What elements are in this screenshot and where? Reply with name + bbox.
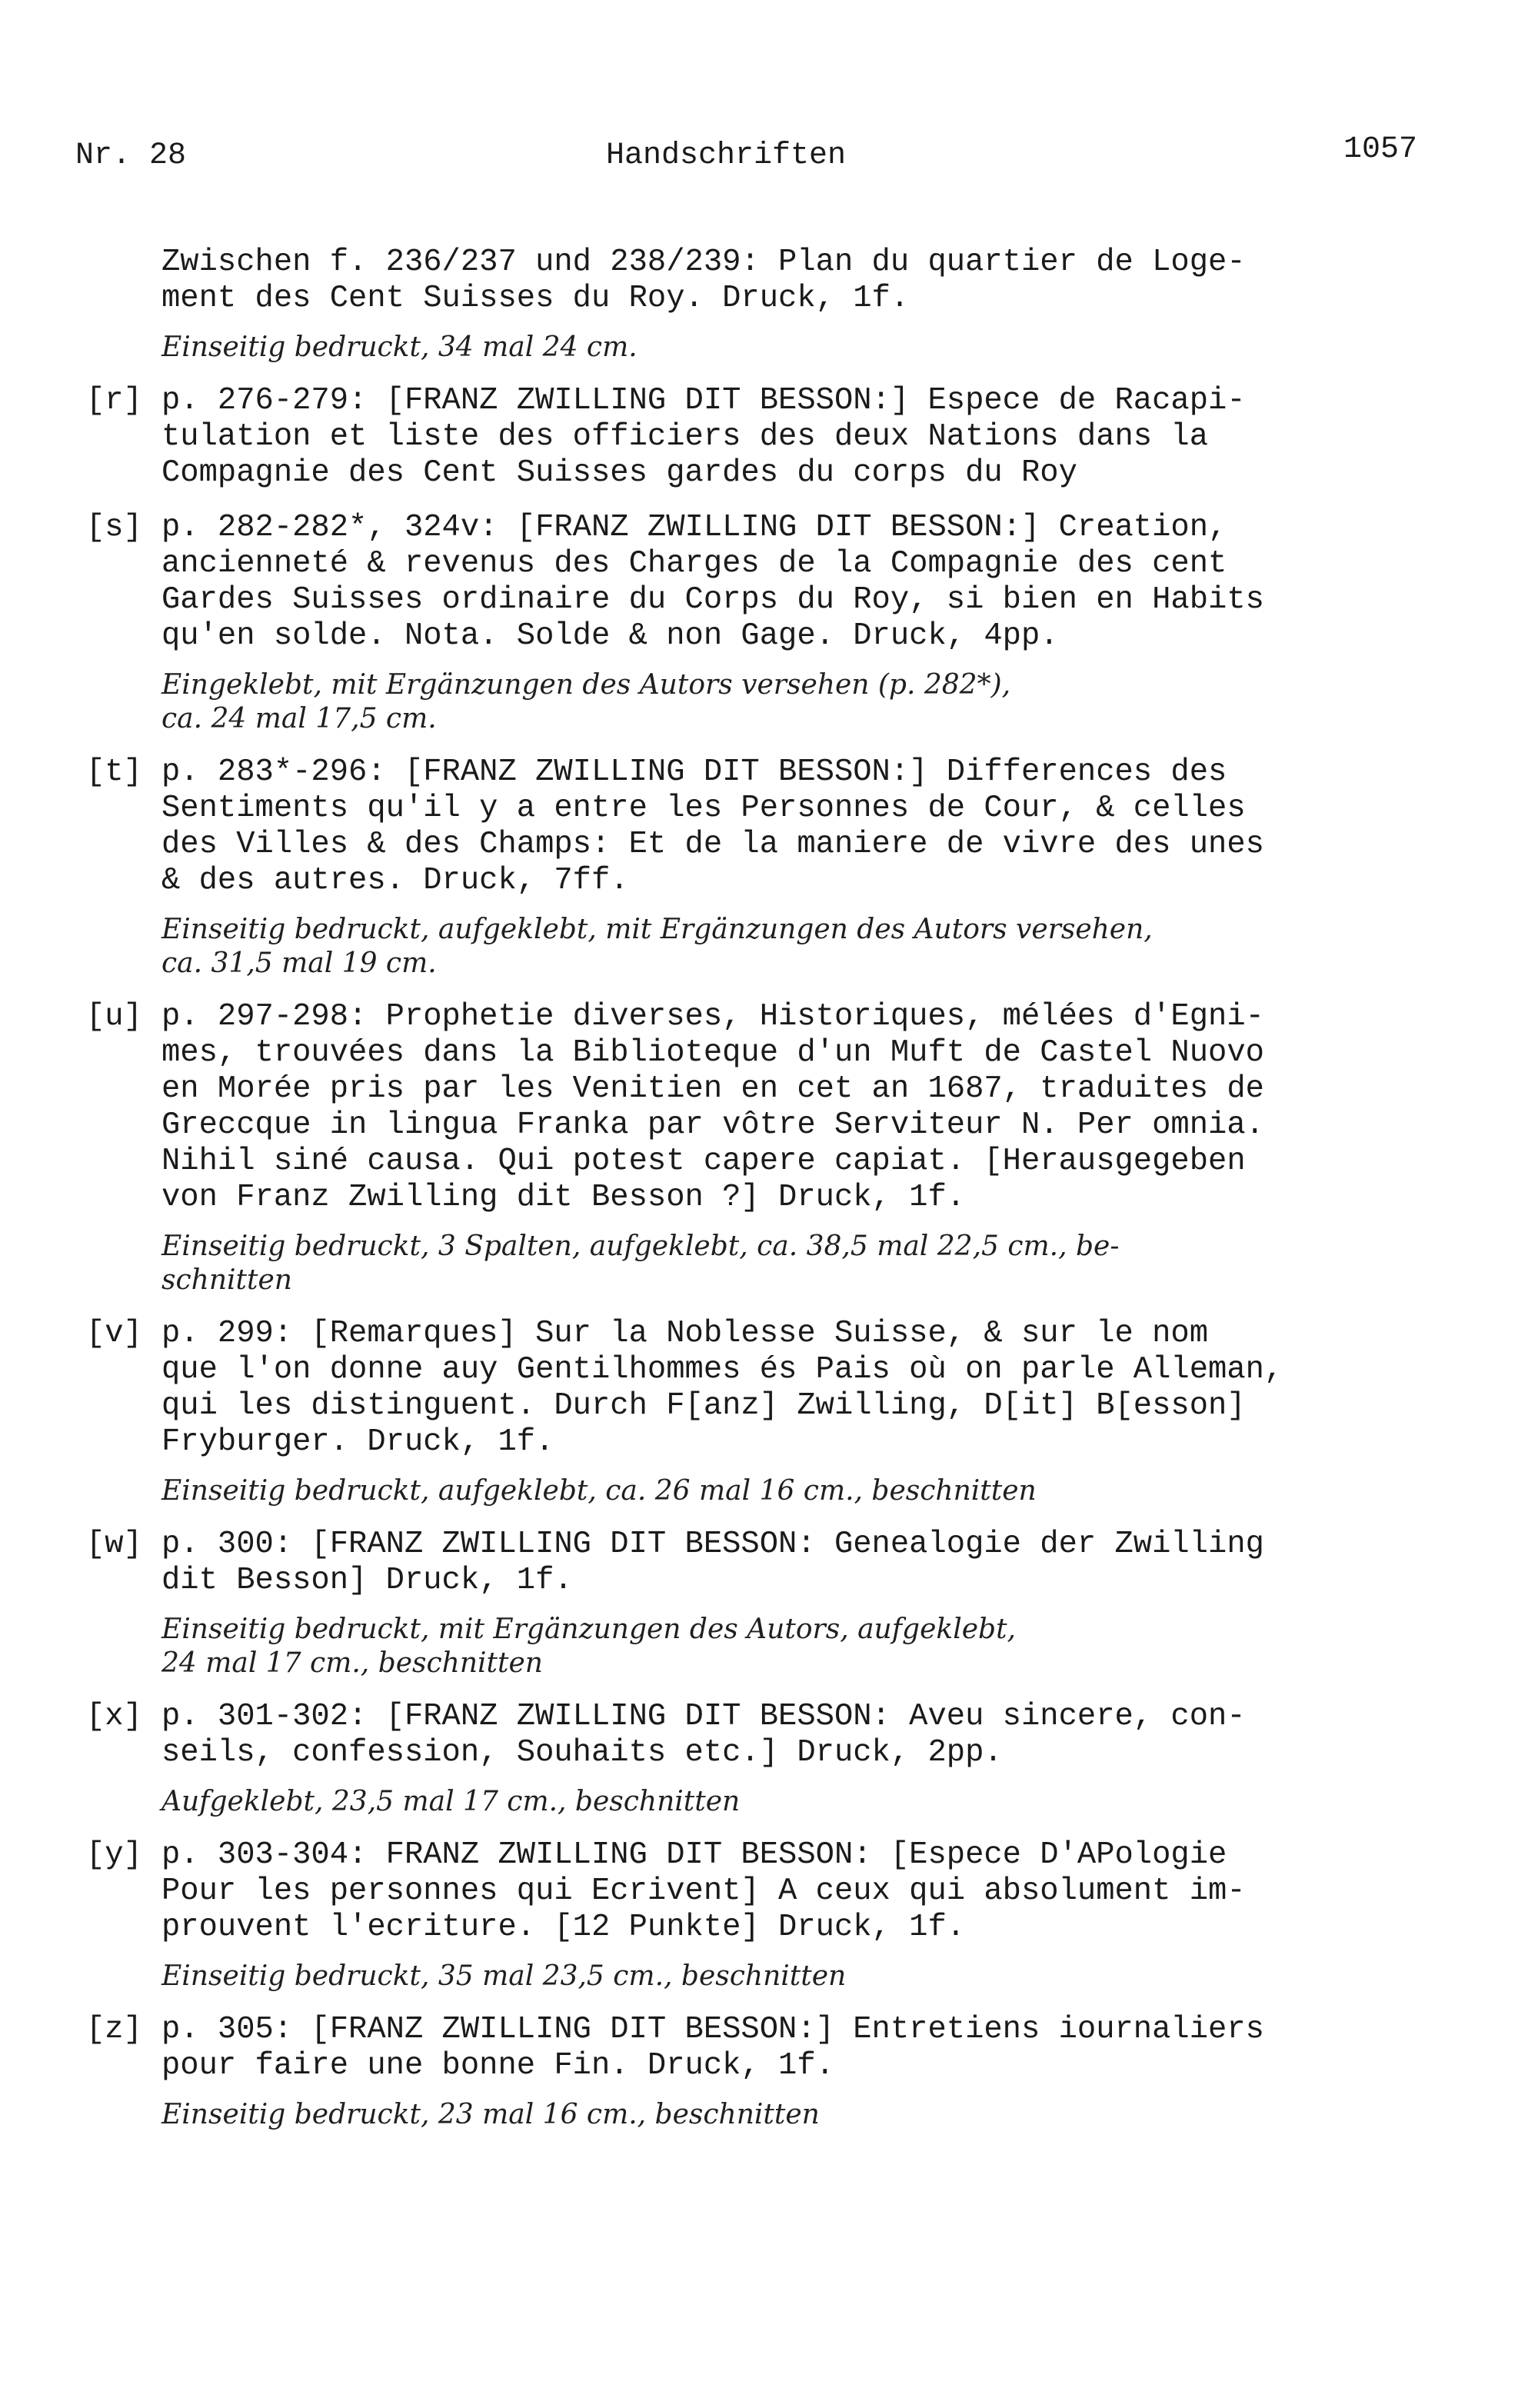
entry-text: p. 299: [Remarques] Sur la Noblesse Suisse, & sur le nom que l'on donne auy Gentilhommes és Pais où on parle Alleman, qui les distinguent. Durch F[anz] Zwilling, D[it] B[esson] Fryburger. Druck, 1f.	[161, 1316, 1283, 1460]
entry-note: Einseitig bedruckt, 3 Spalten, aufgeklebt, ca. 38,5 mal 22,5 cm., be- schnitten	[161, 1231, 1120, 1296]
catalog-entry	[86, 510, 1424, 736]
entry-text: p. 305: [FRANZ ZWILLING DIT BESSON:] Entretiens iournaliers pour faire une bonne Fin. Druck, 1f.	[161, 2012, 1264, 2083]
entry-text: p. 303-304: FRANZ ZWILLING DIT BESSON: [Espece D'APologie Pour les personnes qui Ecrivent] A ceux qui absolument im- prouvent l'ecriture. [12 Punkte] Druck, 1f.	[161, 1837, 1246, 1945]
entry-label: [x]	[86, 1699, 142, 1734]
entry-text: p. 300: [FRANZ ZWILLING DIT BESSON: Genealogie der Zwilling dit Besson] Druck, 1f.	[161, 1527, 1264, 1598]
catalog-entry	[86, 1837, 1424, 1993]
entry-note: Einseitig bedruckt, 35 mal 23,5 cm., beschnitten	[161, 1960, 847, 1992]
catalog-entry	[86, 383, 1424, 491]
entry-text: p. 282-282*, 324v: [FRANZ ZWILLING DIT BESSON:] Creation, ancienneté & revenus des Charges de la Compagnie des cent Gardes Suisses ordinaire du Corps du Roy, si bien en Habits qu'en solde. Nota. Solde & non Gage. Druck, 4pp.	[161, 510, 1264, 654]
entry-note: Einseitig bedruckt, 23 mal 16 cm., beschnitten	[161, 2099, 820, 2130]
entry-label: [u]	[86, 999, 142, 1034]
entry-note: Aufgeklebt, 23,5 mal 17 cm., beschnitten	[161, 1786, 741, 1817]
entry-note: Eingeklebt, mit Ergänzungen des Autors versehen (p. 282*), ca. 24 mal 17,5 cm.	[161, 669, 1011, 734]
catalog-entry	[86, 1527, 1424, 1680]
intro-entry	[86, 245, 1424, 365]
entry-note: Einseitig bedruckt, aufgeklebt, ca. 26 mal 16 cm., beschnitten	[161, 1475, 1037, 1507]
entry-label: [y]	[86, 1837, 142, 1873]
catalog-entry	[86, 999, 1424, 1297]
header-title: Handschriften	[606, 138, 847, 173]
entry-label: [w]	[86, 1527, 142, 1562]
catalog-entry	[86, 2012, 1424, 2132]
entry-label: [s]	[86, 510, 142, 545]
catalog-entry	[86, 1316, 1424, 1508]
page-number: 1057	[1343, 132, 1417, 167]
entry-label: [z]	[86, 2012, 142, 2047]
catalog-content	[86, 245, 1424, 2150]
catalog-entry	[86, 754, 1424, 981]
page-header	[75, 132, 1417, 175]
entry-text: p. 301-302: [FRANZ ZWILLING DIT BESSON: Aveu sincere, con- seils, confession, Souhaits etc.] Druck, 2pp.	[161, 1699, 1246, 1770]
entry-text: Zwischen f. 236/237 und 238/239: Plan du quartier de Loge- ment des Cent Suisses du Roy. Druck, 1f.	[161, 245, 1246, 316]
entry-text: p. 297-298: Prophetie diverses, Historiques, mélées d'Egni- mes, trouvées dans la Biblioteque d'un Muft de Castel Nuovo en Morée pris par les Venitien en cet an 1687, traduites de Greccque in lingua Franka par vôtre Serviteur N. Per omnia. Nihil siné causa. Qui potest capere capiat. [Herausgegeben von Franz Zwilling dit Besson ?] Druck, 1f.	[161, 999, 1264, 1215]
entry-note: Einseitig bedruckt, 34 mal 24 cm.	[161, 331, 638, 363]
entry-text: p. 276-279: [FRANZ ZWILLING DIT BESSON:] Espece de Racapi- tulation et liste des officiers des deux Nations dans la Compagnie des Cent Suisses gardes du corps du Roy	[161, 383, 1246, 491]
entry-text: p. 283*-296: [FRANZ ZWILLING DIT BESSON:] Differences des Sentiments qu'il y a entre les Personnes de Cour, & celles des Villes & des Champs: Et de la maniere de vivre des unes & des autres. Druck, 7ff.	[161, 754, 1264, 898]
entry-label: [t]	[86, 754, 142, 790]
catalog-entry	[86, 1699, 1424, 1819]
entry-note: Einseitig bedruckt, aufgeklebt, mit Ergänzungen des Autors versehen, ca. 31,5 mal 19 cm.	[161, 914, 1153, 979]
entry-note: Einseitig bedruckt, mit Ergänzungen des Autors, aufgeklebt, 24 mal 17 cm., beschnitten	[161, 1614, 1016, 1679]
entry-label: [r]	[86, 383, 142, 418]
entry-label: [v]	[86, 1316, 142, 1351]
header-number: Nr. 28	[75, 138, 187, 173]
